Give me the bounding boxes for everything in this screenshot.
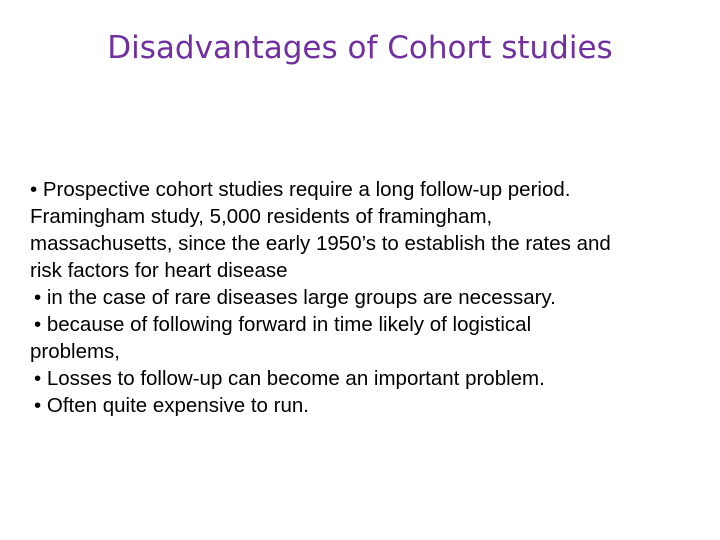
body-line: massachusetts, since the early 1950’s to establish the rates and (30, 232, 611, 255)
slide-body (30, 176, 700, 419)
body-line: • Prospective cohort studies require a long follow-up period. (30, 178, 571, 201)
body-line: risk factors for heart disease (30, 259, 288, 282)
body-line: • because of following forward in time likely of logistical (34, 313, 532, 336)
slide-title: Disadvantages of Cohort studies (107, 30, 613, 66)
body-line: problems, (30, 340, 121, 363)
body-line: • Losses to follow-up can become an important problem. (34, 367, 545, 390)
body-line: • in the case of rare diseases large groups are necessary. (34, 286, 556, 309)
body-line: • Often quite expensive to run. (34, 394, 309, 417)
body-line: Framingham study, 5,000 residents of framingham, (30, 205, 493, 228)
